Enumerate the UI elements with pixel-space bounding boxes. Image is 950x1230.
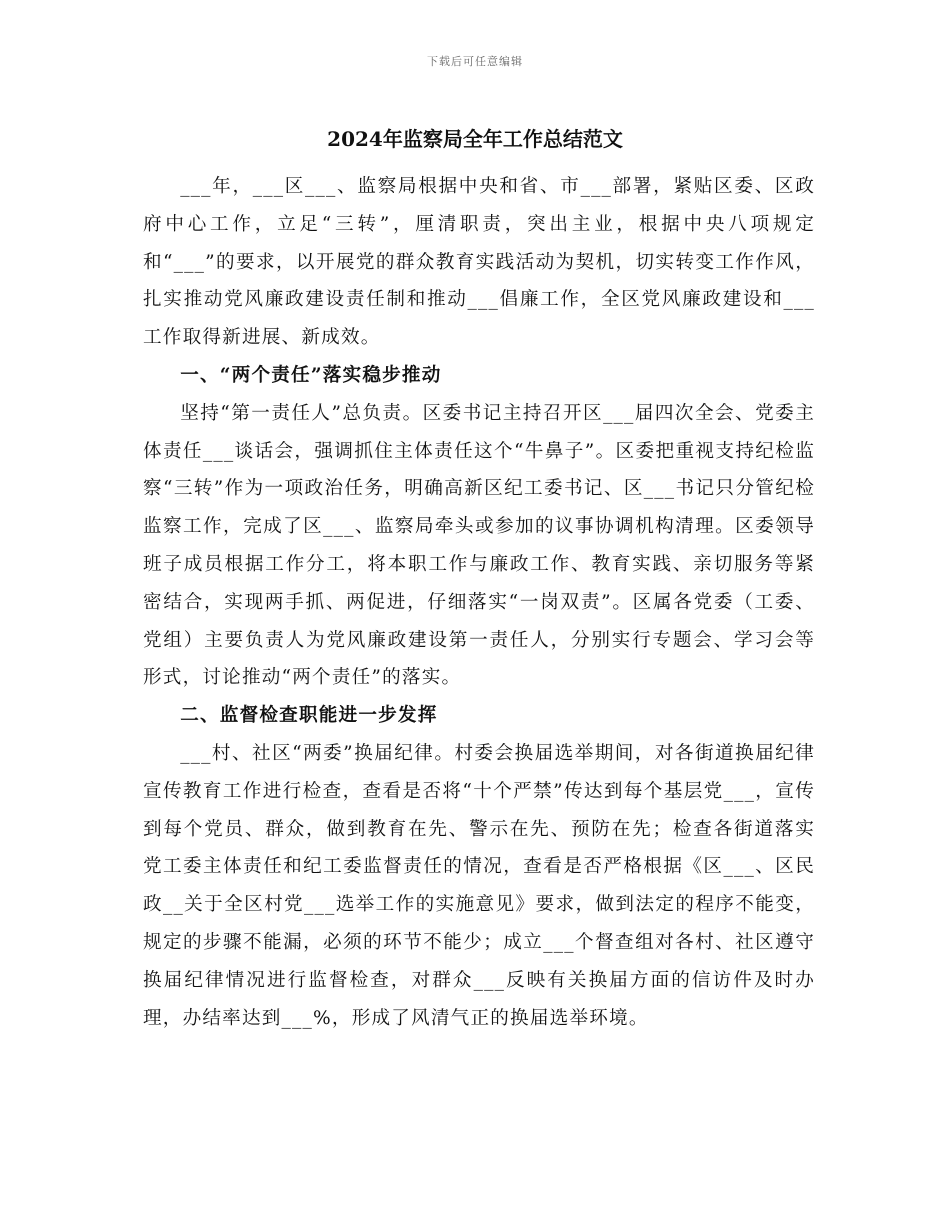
intro-paragraph: ___年，___区___、监察局根据中央和省、市___部署，紧贴区委、区政府中心工作，立足“三转”，厘清职责，突出主业，根据中央八项规定和“___”的要求，以开展党的群众教育实践活动为契机，切实转变工作作风，扎实推动党风廉政建设责任制和推动___倡廉工作，全区党风廉政建设和___工作取得新进展、新成效。 bbox=[143, 176, 815, 349]
header-note: 下载后可任意编辑 bbox=[427, 55, 523, 68]
section-heading-2: 二、监督检查职能进一步发挥 bbox=[180, 705, 438, 727]
document-body bbox=[143, 168, 815, 1037]
section-1-paragraph: 坚持“第一责任人”总负责。区委书记主持召开区___届四次全会、党委主体责任___谈话会，强调抓住主体责任这个“牛鼻子”。区委把重视支持纪检监察“三转”作为一项政治任务，明确高新区纪工委书记、区___书记只分管纪检监察工作，完成了区___、监察局牵头或参加的议事协调机构清理。区委领导班子成员根据工作分工，将本职工作与廉政工作、教育实践、亲切服务等紧密结合，实现两手抓、两促进，仔细落实“一岗双责”。区属各党委（工委、党组）主要负责人为党风廉政建设第一责任人，分别实行专题会、学习会等形式，讨论推动“两个责任”的落实。 bbox=[143, 402, 815, 689]
document-title: 2024年监察局全年工作总结范文 bbox=[327, 127, 623, 151]
section-2-paragraph: ___村、社区“两委”换届纪律。村委会换届选举期间，对各街道换届纪律宣传教育工作进行检查，查看是否将“十个严禁”传达到每个基层党___，宣传到每个党员、群众，做到教育在先、警示在先、预防在先；检查各街道落实党工委主体责任和纪工委监督责任的情况，查看是否严格根据《区___、区民政__关于全区村党___选举工作的实施意见》要求，做到法定的程序不能变，规定的步骤不能漏，必须的环节不能少；成立___个督查组对各村、社区遵守换届纪律情况进行监督检查，对群众___反映有关换届方面的信访件及时办理，办结率达到___%，形成了风清气正的换届选举环境。 bbox=[143, 742, 815, 1029]
section-heading-1: 一、“两个责任”落实稳步推动 bbox=[180, 364, 442, 386]
